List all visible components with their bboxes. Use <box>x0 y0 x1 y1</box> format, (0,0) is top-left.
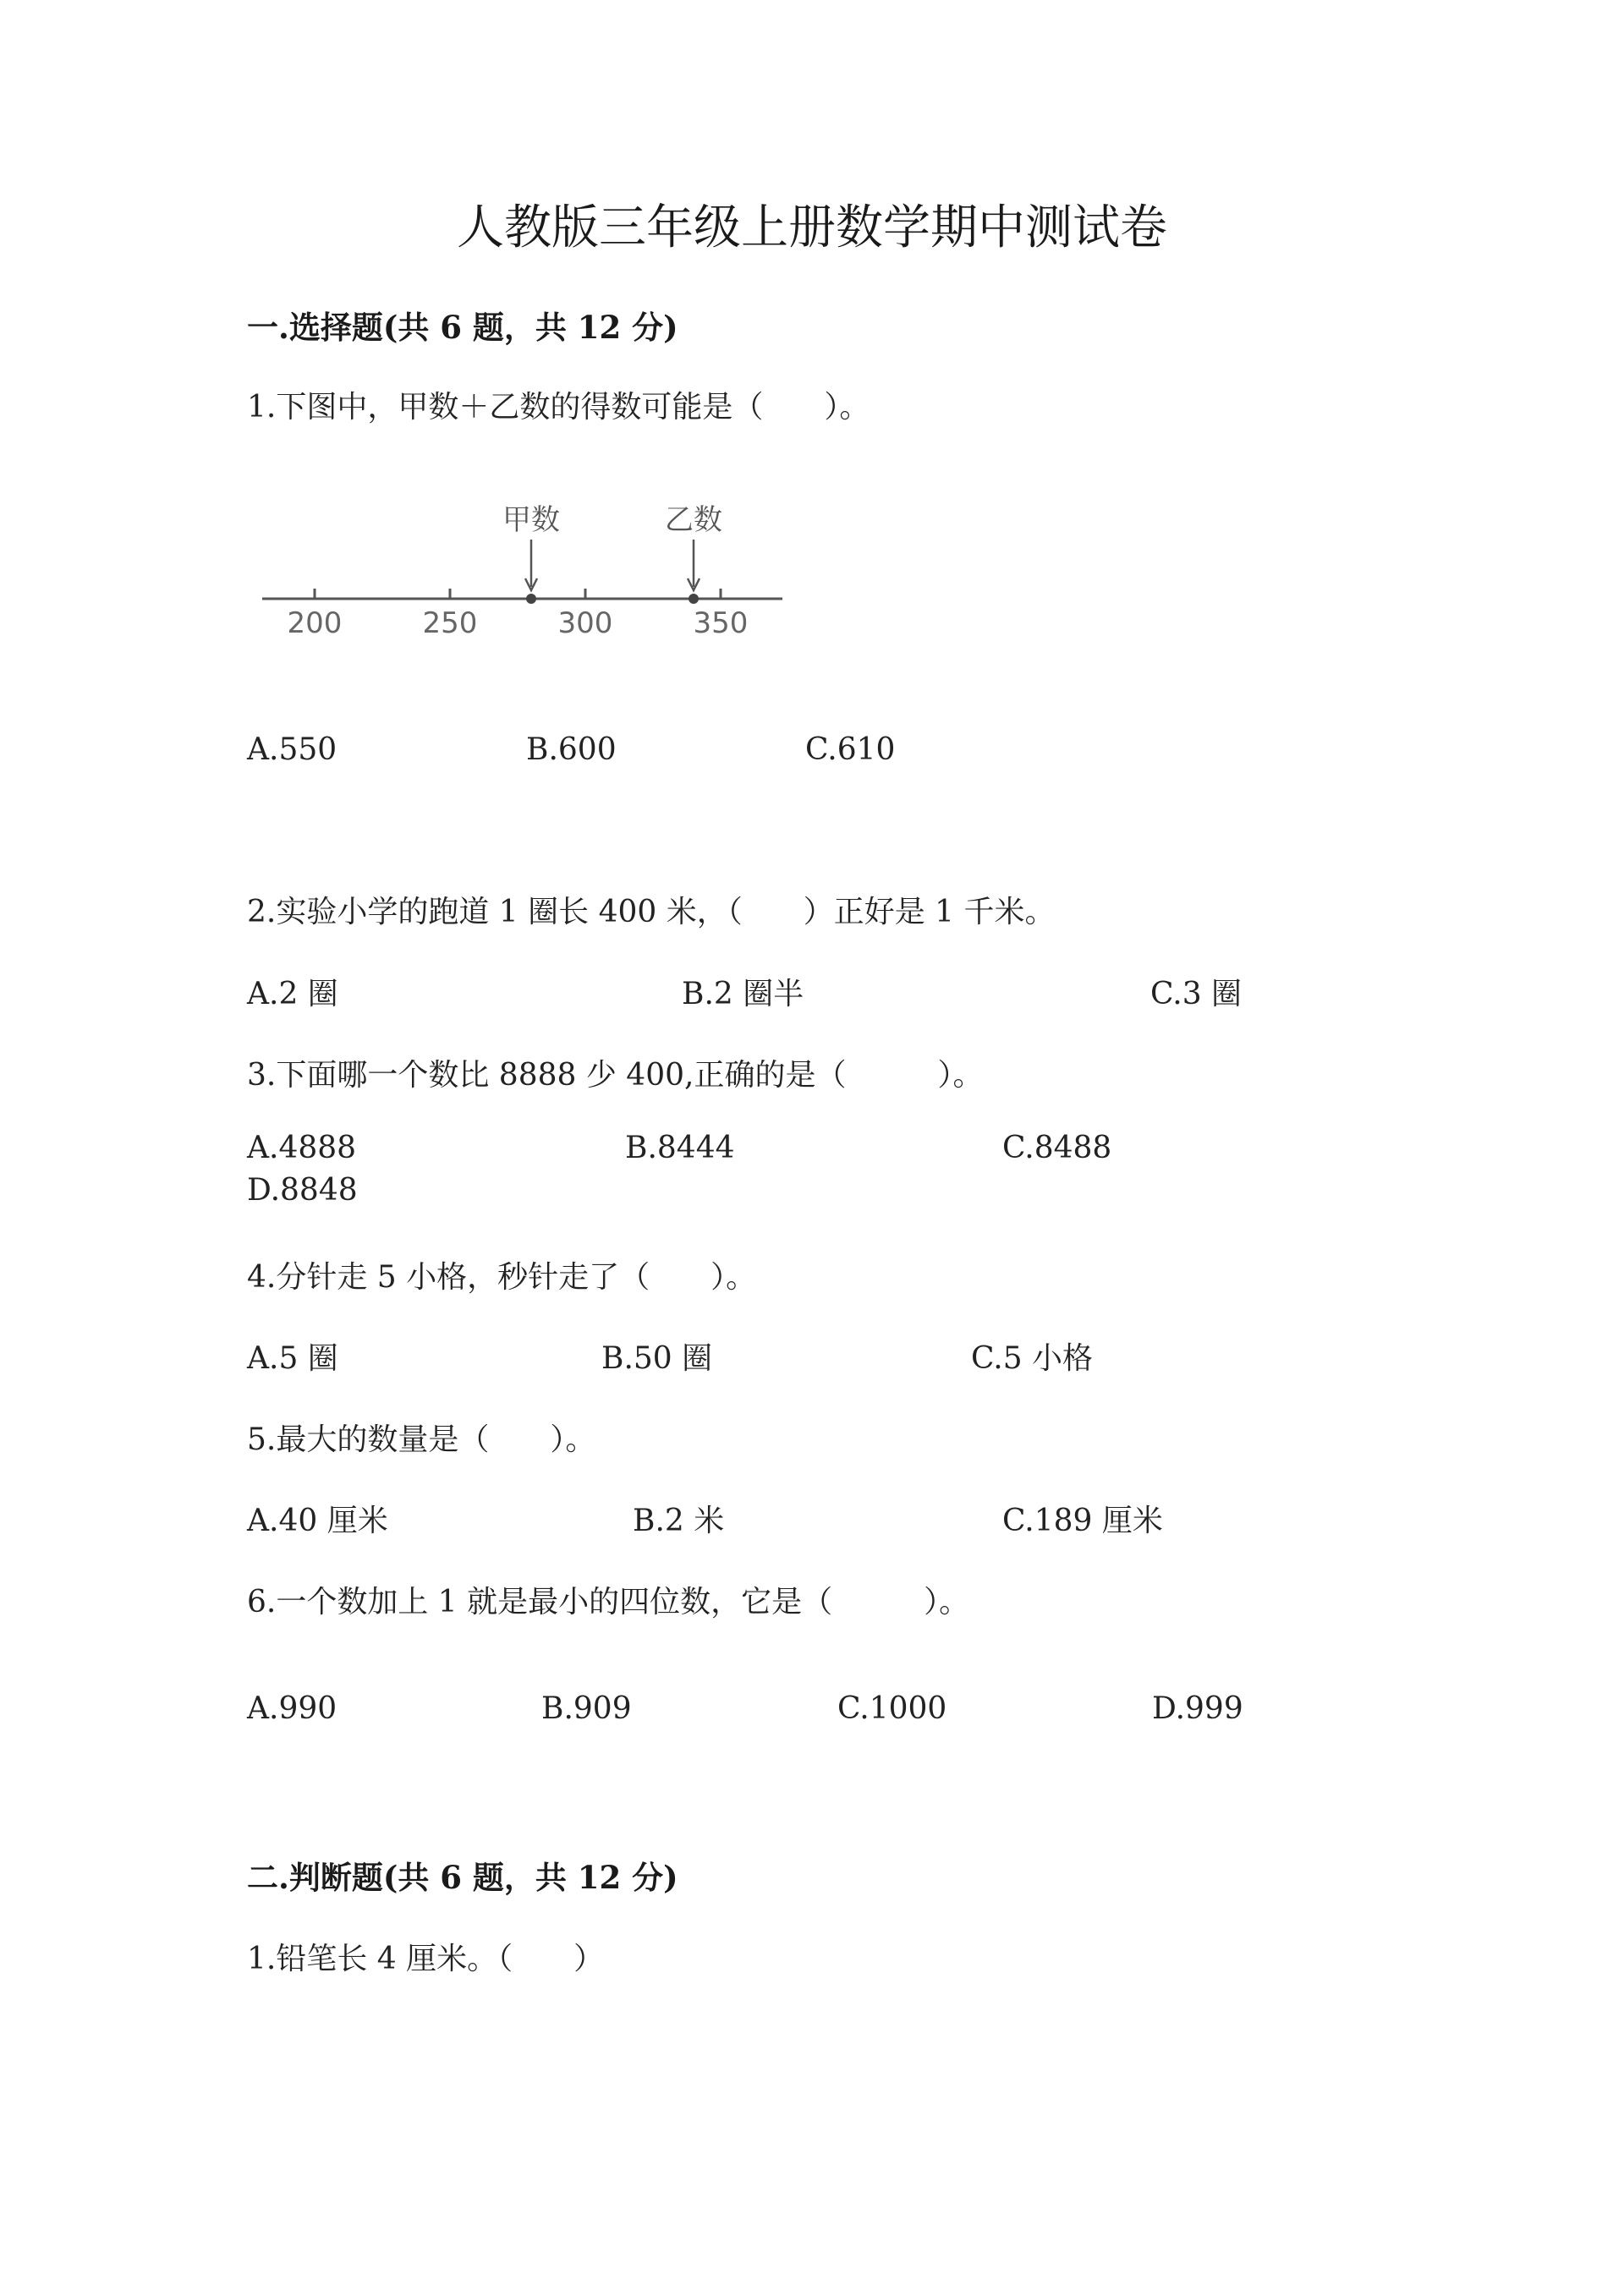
q2-option-a[interactable]: A.2 圈 <box>247 977 338 1011</box>
question-2: 2.实验小学的跑道 1 圈长 400 米，（ ）正好是 1 千米。 <box>247 895 1056 929</box>
q6-option-a[interactable]: A.990 <box>247 1691 337 1726</box>
q6-option-b[interactable]: B.909 <box>541 1691 632 1726</box>
q1-option-a[interactable]: A.550 <box>247 732 337 767</box>
section-heading-choice: 一.选择题(共 6 题，共 12 分) <box>247 309 678 346</box>
number-line-tick-label: 300 <box>557 606 613 640</box>
q3-option-a[interactable]: A.4888 <box>247 1131 357 1165</box>
q5-option-c[interactable]: C.189 厘米 <box>1002 1504 1163 1538</box>
q6-option-c[interactable]: C.1000 <box>837 1691 947 1726</box>
number-line-point <box>526 594 536 604</box>
q1-option-c[interactable]: C.610 <box>805 732 896 767</box>
number-line-marker-label: 乙数 <box>665 503 722 537</box>
number-line-marker-label: 甲数 <box>502 503 560 537</box>
q2-option-b[interactable]: B.2 圈半 <box>682 977 804 1011</box>
q4-option-b[interactable]: B.50 圈 <box>601 1341 713 1376</box>
judgement-question-1: 1.铅笔长 4 厘米。（ ） <box>247 1942 605 1976</box>
q3-option-b[interactable]: B.8444 <box>625 1131 735 1165</box>
section-heading-judgement: 二.判断题(共 6 题，共 12 分) <box>247 1859 678 1896</box>
q6-option-d[interactable]: D.999 <box>1152 1691 1243 1726</box>
question-1: 1.下图中，甲数＋乙数的得数可能是（ ）。 <box>247 390 870 425</box>
number-line-figure <box>254 499 795 643</box>
question-4: 4.分针走 5 小格，秒针走了（ ）。 <box>247 1260 757 1295</box>
number-line-tick-label: 350 <box>693 606 749 640</box>
q5-option-a[interactable]: A.40 厘米 <box>247 1504 388 1538</box>
question-5: 5.最大的数量是（ ）。 <box>247 1422 596 1457</box>
number-line-tick-label: 200 <box>287 606 343 640</box>
number-line-tick-label: 250 <box>422 606 478 640</box>
q4-option-a[interactable]: A.5 圈 <box>247 1341 338 1376</box>
q2-option-c[interactable]: C.3 圈 <box>1150 977 1243 1011</box>
number-line-point <box>689 594 699 604</box>
q1-option-b[interactable]: B.600 <box>526 732 617 767</box>
question-3: 3.下面哪一个数比 8888 少 400,正确的是（ ）。 <box>247 1058 984 1093</box>
page-title: 人教版三年级上册数学期中测试卷 <box>457 200 1167 255</box>
q5-option-b[interactable]: B.2 米 <box>633 1504 725 1538</box>
question-6: 6.一个数加上 1 就是最小的四位数，它是（ ）。 <box>247 1585 970 1619</box>
q4-option-c[interactable]: C.5 小格 <box>971 1341 1094 1376</box>
q3-option-d[interactable]: D.8848 <box>247 1173 358 1208</box>
q3-option-c[interactable]: C.8488 <box>1002 1131 1112 1165</box>
